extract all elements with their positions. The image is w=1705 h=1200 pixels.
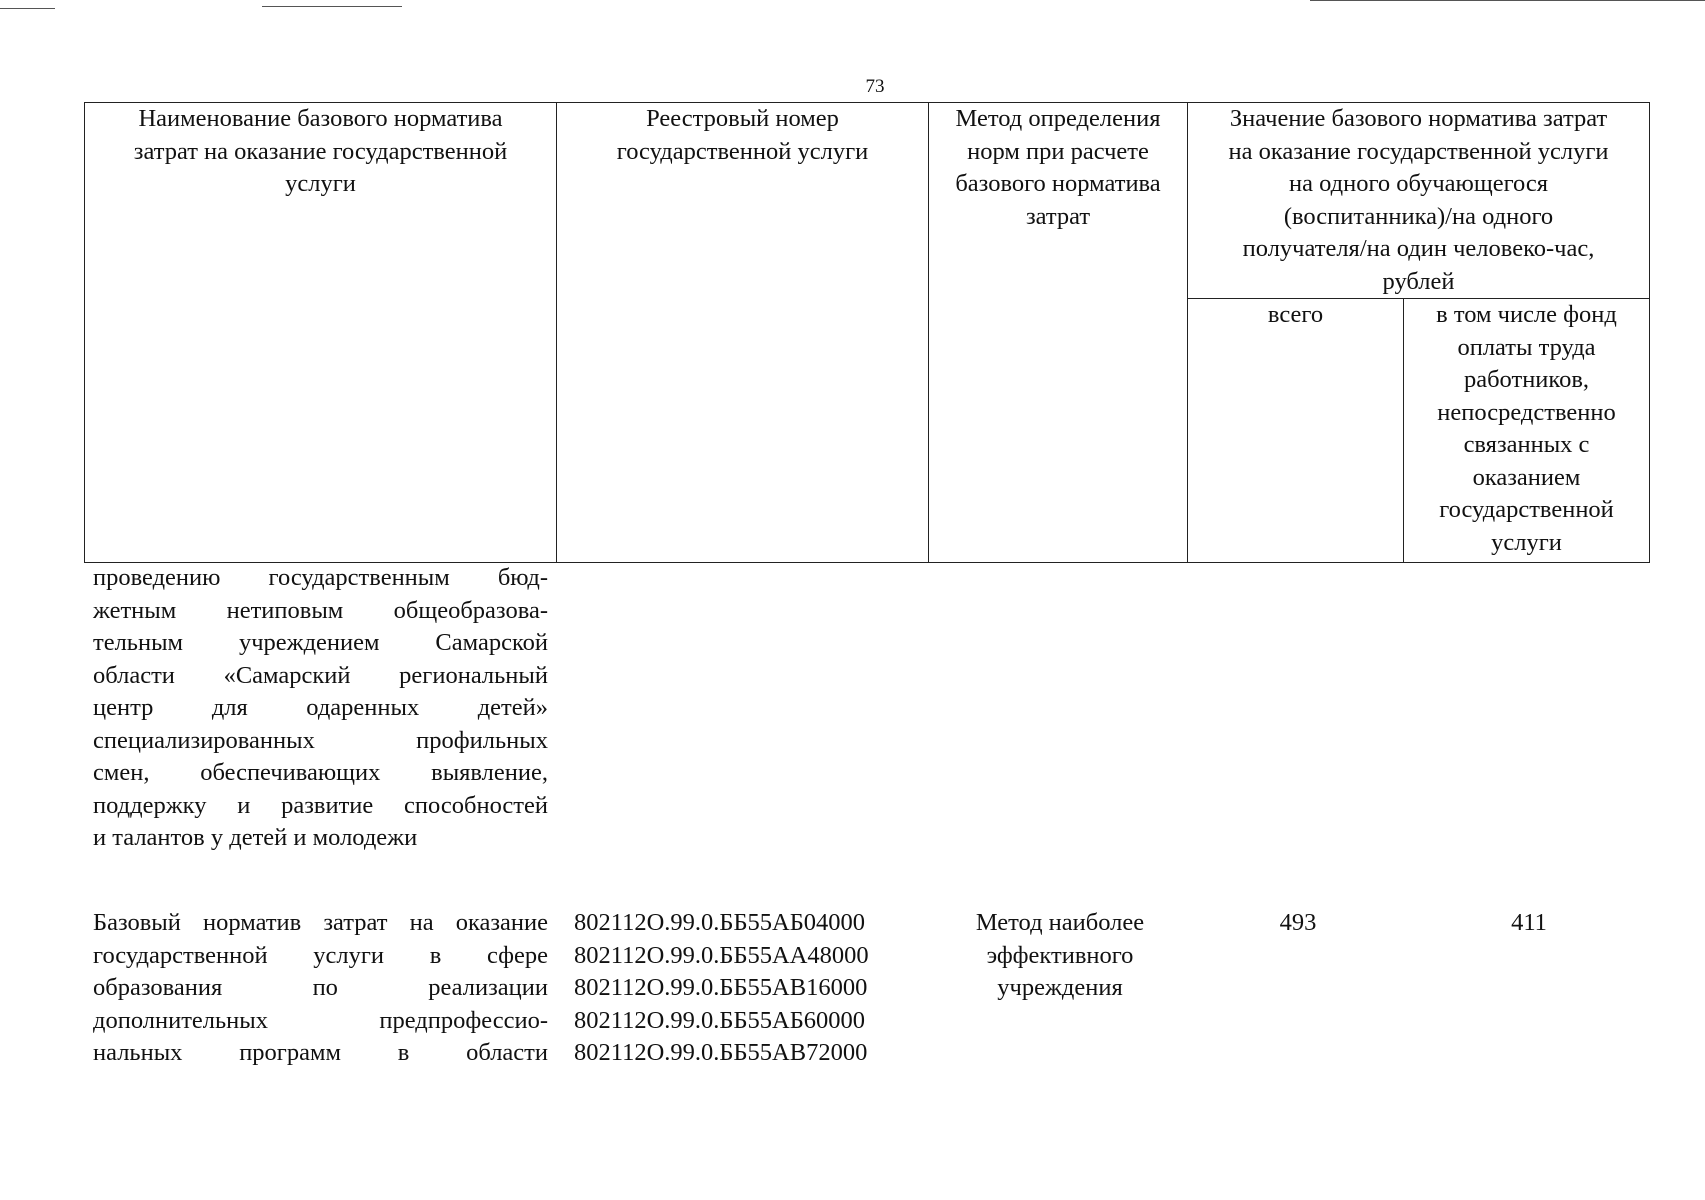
scan-artifact-line	[0, 8, 55, 9]
scan-artifact-line	[262, 6, 402, 7]
header-total: всего	[1188, 299, 1404, 563]
page-number: 73	[865, 76, 885, 97]
header-norm-value: Значение базового норматива затрат на оказание государственной услуги на одного обучающегося (воспитанника)/на одного получателя/на один человеко-час, рублей	[1188, 103, 1650, 299]
header-registry-number: Реестровый номер государственной услуги	[557, 103, 929, 563]
header-method: Метод определения норм при расчете базового норматива затрат	[929, 103, 1188, 563]
registry-number: 802112О.99.0.ББ55АВ72000	[574, 1039, 868, 1066]
registry-number: 802112О.99.0.ББ55АБ04000	[574, 909, 866, 936]
registry-number: 802112О.99.0.ББ55АВ16000	[574, 974, 868, 1001]
entry-method: Метод наиболее эффективного учреждения	[975, 909, 1145, 1001]
scan-artifact-line	[1310, 0, 1705, 1]
header-service-name: Наименование базового норматива затрат на оказание государственной услуги	[85, 103, 557, 563]
entry-payroll-value: 411	[1511, 909, 1547, 936]
header-payroll: в том числе фонд оплаты труда работников, непосредственно связанных с оказанием государственной услуги	[1404, 299, 1650, 563]
continued-entry-text: проведению государственным бюд- жетным нетиповым общеобразова- тельным учреждением Самарской области «Самарский региональный центр для одаренных детей» специализированных профильных смен, обеспечивающих выявление, поддержку и развитие способностей и талантов у детей и молодежи	[93, 564, 548, 851]
norms-table-header	[84, 102, 1650, 563]
registry-number: 802112О.99.0.ББ55АА48000	[574, 941, 869, 969]
entry-total-value: 493	[1279, 909, 1317, 936]
entry-service-name: Базовый норматив затрат на оказание государственной услуги в сфере образования по реализации дополнительных предпрофессио- нальных программ в области	[93, 909, 548, 1066]
registry-number: 802112О.99.0.ББ55АБ60000	[574, 1006, 866, 1034]
entry-registry-numbers	[574, 907, 914, 1070]
